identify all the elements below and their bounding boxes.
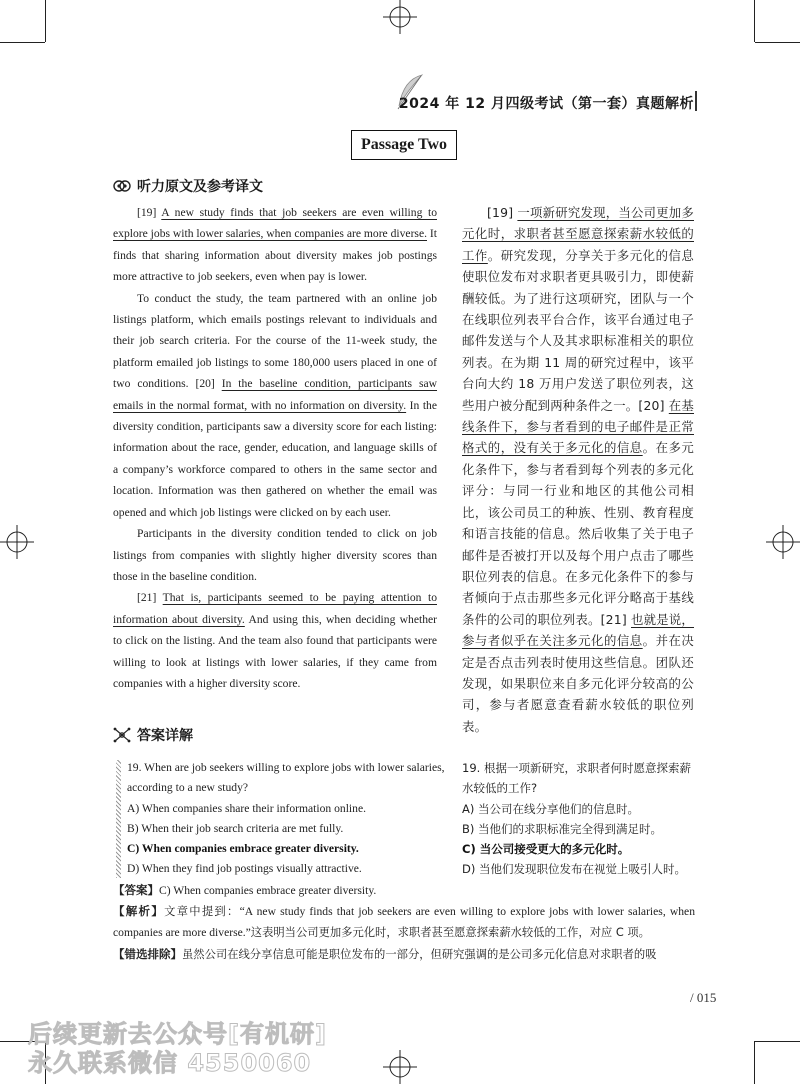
exclude-line: 【错选排除】虽然公司在线分享信息可能是职位发布的一部分，但研究强调的是公司多元化信息对求职者的吸 <box>113 946 657 961</box>
registration-mark-icon <box>383 1050 417 1084</box>
section-heading-listening <box>113 176 263 196</box>
registration-mark-icon <box>383 0 417 34</box>
option-b: B) When their job search criteria are met fully. <box>127 821 344 835</box>
transcript-english <box>113 202 437 694</box>
answer-tag: 【答案】 <box>113 883 159 897</box>
analysis-line: 【解析】文章中提到：“A new study finds that job seekers are even willing to explore jobs with lower salaries, when companies are more diverse.”这表明当公司更加多元化时，求职者甚至愿意探索薪水较低的工作，对应 C 项。 <box>113 904 696 940</box>
page-number: / 015 <box>690 990 717 1005</box>
header-title: 2024 年 12 月四级考试（第一套）真题解析 <box>398 96 694 112</box>
crop-mark <box>0 42 45 43</box>
analysis-tag: 【解析】 <box>113 904 165 919</box>
option-c-correct: C) 当公司接受更大的多元化时。 <box>462 842 630 857</box>
option-d: D) When they find job postings visually attractive. <box>127 862 362 876</box>
molecule-icon <box>113 726 131 744</box>
option-c-correct: C) When companies embrace greater diversity. <box>127 842 359 856</box>
header-divider <box>695 91 697 111</box>
section-heading-label: 听力原文及参考译文 <box>137 179 263 195</box>
question-chinese <box>462 758 702 880</box>
answer-explanation <box>113 880 695 965</box>
registration-mark-icon <box>766 525 800 559</box>
crop-mark <box>45 0 46 42</box>
question-stem: 19. When are job seekers willing to explore jobs with lower salaries, according to a new study? <box>127 761 445 795</box>
option-b: B) 当他们的求职标准完全得到满足时。 <box>462 821 663 836</box>
answer-text: C) When companies embrace greater diversity. <box>159 884 377 897</box>
translation-paragraph: [19] 一项新研究发现，当公司更加多元化时，求职者甚至愿意探索薪水较低的工作。研究发现，分享关于多元化的信息使职位发布对求职者更具吸引力，即使薪酬较低。为了进行这项研究，团队与一个在线职位列表平台合作，该平台通过电子邮件发送与个人及其求职标准相关的职位列表。在为期 11 周的研究过程中，该平台向大约 18 万用户发送了职位列表，这些用户被分配到两种条件之一。[20] 在基线条件下，参与者看到的电子邮件是正常格式的，没有关于多元化的信息。在多元化条件下，参与者看到每个列表的多元化评分：与同一行业和地区的其他公司相比，该公司员工的种族、性别、教育程度和语言技能的信息。然后收集了关于电子邮件是否被打开以及每个用户点击了哪些职位列表的信息。在多元化条件下的参与者倾向于点击那些多元化评分略高于基线条件的公司的职位列表。[21] 也就是说，参与者似乎在关注多元化的信息。并在决定是否点击列表时使用这些信息。团队还发现，如果职位来自多元化评分较高的公司，参与者愿意查看薪水较低的职位列表。 <box>462 205 694 734</box>
transcript-paragraph: Participants in the diversity condition tended to click on job listings from companies with slightly higher diversity scores than those in the baseline condition. <box>113 527 437 583</box>
passage-label: Passage Two <box>351 130 457 160</box>
registration-mark-icon <box>0 525 34 559</box>
question-stem: 19. 根据一项新研究，求职者何时愿意探索薪水较低的工作? <box>462 761 691 796</box>
transcript-paragraph: To conduct the study, the team partnered with an online job listings platform, which emails postings relevant to individuals and their job search criteria. For the course of the 11-week study, the platform emailed job listings to some 180,000 users placed in one of two conditions. [20] In the baseline condition, participants saw emails in the normal format, with no information on diversity. In the diversity condition, participants saw a diversity score for each listing: information about the race, gender, education, and language skills of a company’s workforce compared to others in the same sector and location. Information was then gathered on whether the email was opened and which job listings were clicked on by each user. <box>113 291 438 519</box>
section-heading-answers <box>113 725 193 745</box>
crop-mark <box>755 42 800 43</box>
question-english <box>127 758 447 880</box>
headphones-icon <box>113 178 131 194</box>
option-a: A) When companies share their information online. <box>127 801 366 815</box>
watermark-line: 永久联系微信 4550060 <box>28 1049 312 1077</box>
crop-mark <box>755 1041 800 1042</box>
transcript-paragraph: [21] That is, participants seemed to be paying attention to information about diversity. And using this, when deciding whether to click on the listing. And the team also found that participants were willing to look at listings with lower salaries, if they came from companies with a higher diversity score. <box>113 591 437 690</box>
crop-mark <box>754 0 755 42</box>
crop-mark <box>754 1041 755 1084</box>
watermark-line: 后续更新去公众号[有机研] <box>28 1020 327 1048</box>
question-hatch-bar <box>116 760 121 878</box>
transcript-chinese <box>462 202 694 737</box>
option-d: D) 当他们发现职位发布在视觉上吸引人时。 <box>462 862 686 877</box>
exclude-tag: 【错选排除】 <box>113 946 182 961</box>
answer-line <box>113 880 695 901</box>
section-heading-label: 答案详解 <box>137 728 193 744</box>
transcript-paragraph: [19] A new study finds that job seekers are even willing to explore jobs with lower salaries, when companies are more diverse. It finds that sharing information about diversity makes job postings more attractive to job seekers, even when pay is lower. <box>113 206 437 284</box>
option-a: A) 当公司在线分享他们的信息时。 <box>462 801 640 816</box>
